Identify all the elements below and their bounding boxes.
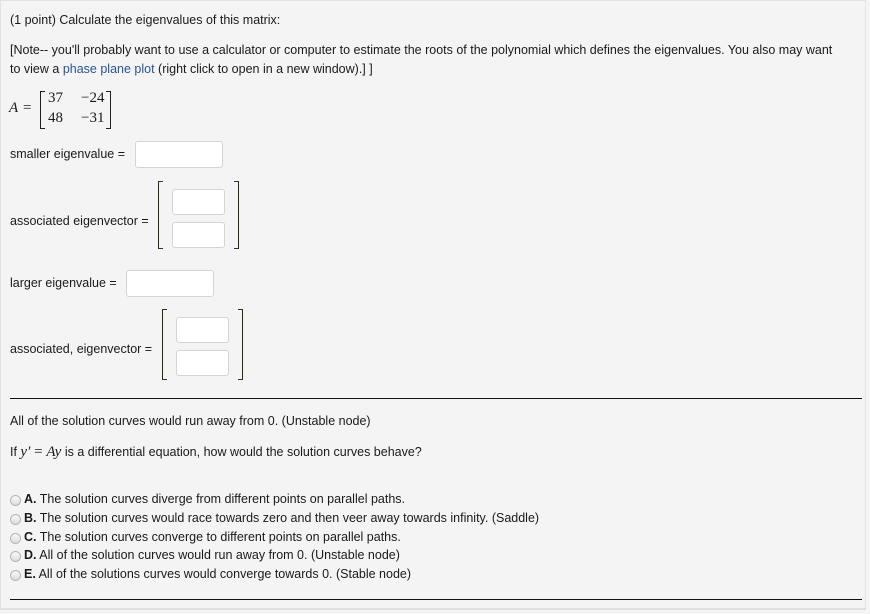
radio-option-d[interactable]: [10, 551, 21, 562]
problem-title: (1 point) Calculate the eigenvalues of this matrix:: [10, 13, 281, 27]
option-d-label: D. All of the solution curves would run away from 0. (Unstable node): [24, 548, 400, 562]
option-a-label: A. The solution curves diverge from different points on parallel paths.: [24, 492, 405, 506]
question-text: If: [10, 445, 21, 459]
eigenvector1-label: associated eigenvector =: [10, 214, 149, 228]
matrix-right-bracket: [106, 91, 111, 129]
eigenvector2-component-1-input[interactable]: [176, 317, 229, 343]
matrix-cell: −24: [81, 90, 105, 106]
option-c-label: C. The solution curves converge to different points on parallel paths.: [24, 530, 401, 544]
option-e-label: E. All of the solutions curves would converge towards 0. (Stable node): [24, 567, 412, 581]
larger-eigenvalue-input[interactable]: [126, 270, 214, 297]
radio-option-c[interactable]: [10, 533, 21, 544]
equation-rhs: Ay: [46, 444, 62, 460]
matrix-cell: −31: [81, 110, 105, 126]
matrix-name: A: [9, 100, 19, 116]
behavior-question: [10, 444, 422, 461]
phase-plane-plot-link[interactable]: phase plane plot: [62, 62, 155, 76]
selected-answer-text: All of the solution curves would run away from 0. (Unstable node): [10, 414, 371, 428]
note-text: (right click to open in a new window).] ]: [154, 62, 373, 76]
matrix-equals: =: [23, 100, 32, 116]
equation-equals: =: [30, 444, 47, 460]
eigenvector2-component-2-input[interactable]: [176, 350, 229, 376]
matrix-cell: 37: [48, 90, 63, 106]
smaller-eigenvalue-label: smaller eigenvalue =: [10, 147, 125, 161]
option-b-label: B. The solution curves would race towards zero and then veer away towards infinity. (Saddle): [24, 511, 540, 525]
eigenvector1-component-2-input[interactable]: [172, 222, 225, 248]
eigenvector2-label: associated, eigenvector =: [10, 342, 153, 356]
larger-eigenvalue-label: larger eigenvalue =: [10, 276, 117, 290]
eigenvector1-component-1-input[interactable]: [172, 189, 225, 215]
question-text: is a differential equation, how would the solution curves behave?: [61, 445, 422, 459]
divider-top: [10, 398, 862, 399]
vector1-right-bracket: [234, 181, 239, 249]
vector1-left-bracket: [158, 181, 163, 249]
radio-option-a[interactable]: [10, 495, 21, 506]
note-line-1: [Note-- you'll probably want to use a calculator or computer to estimate the roots of the polynomial which defines the eigenvalues. You also may want: [10, 43, 833, 57]
vector2-right-bracket: [238, 309, 243, 380]
radio-option-e[interactable]: [10, 570, 21, 581]
note-text: to view a: [10, 62, 63, 76]
divider-bottom: [10, 599, 862, 600]
radio-option-b[interactable]: [10, 514, 21, 525]
matrix-left-bracket: [40, 91, 45, 129]
vector2-left-bracket: [162, 309, 167, 380]
smaller-eigenvalue-input[interactable]: [135, 141, 223, 168]
note-line-2: [10, 62, 373, 76]
matrix-cell: 48: [48, 110, 63, 126]
equation-lhs: y′: [20, 444, 31, 460]
